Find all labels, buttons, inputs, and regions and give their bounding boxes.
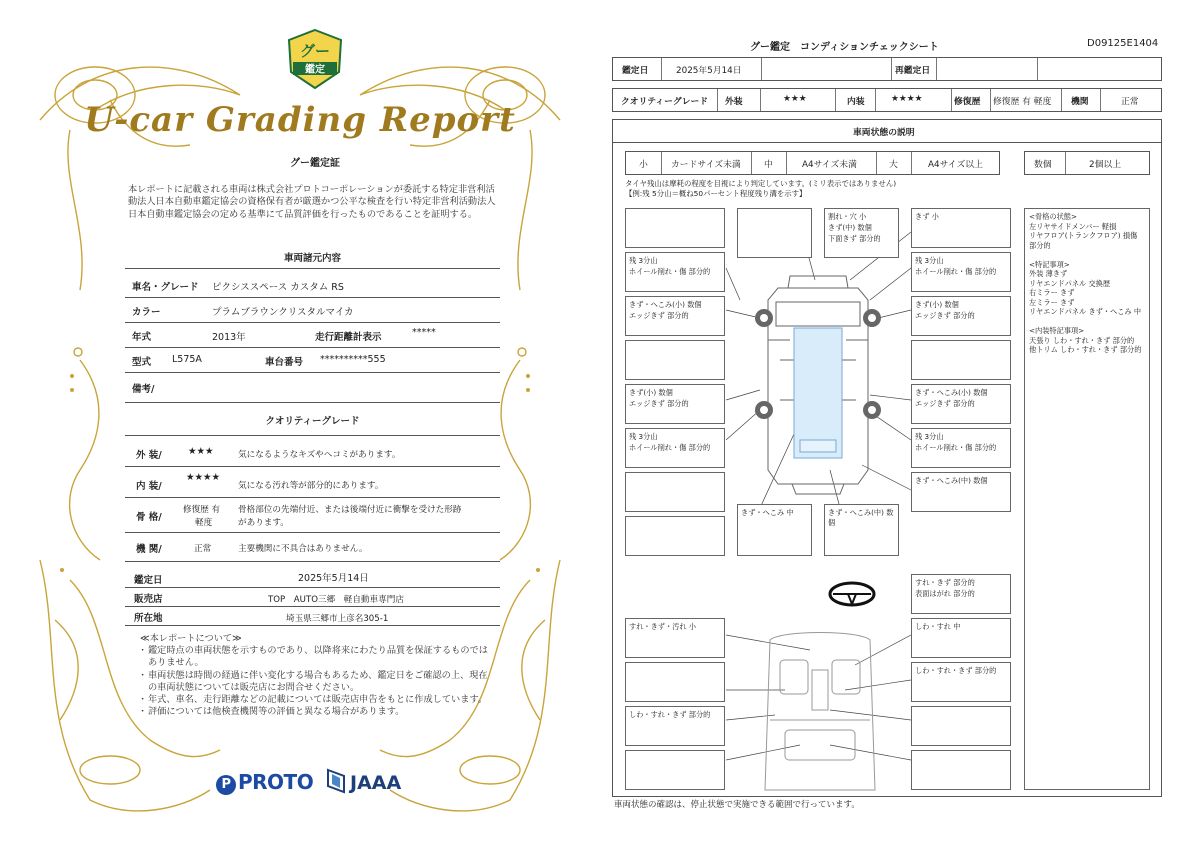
year-label: 年式: [132, 332, 152, 343]
divider: [125, 466, 500, 467]
sheet-footer: 車両状態の確認は、停止状態で実施できる範囲で行っています。: [614, 800, 860, 810]
size-large-desc: A4サイズ以上: [928, 160, 983, 170]
interior-label: 内 装/: [136, 481, 162, 492]
divider: [125, 322, 500, 323]
note-box-right-tire-front: 残 3分山 ホイール削れ・傷 部分的: [911, 252, 1011, 292]
note-box-empty: [625, 340, 725, 380]
note-box-left-front-side: きず・へこみ(小) 数個 エッジきず 部分的: [625, 296, 725, 336]
sheet-repair-label: 修復歴: [954, 97, 981, 107]
note-box-empty: [737, 208, 812, 258]
engine-value: 正常: [194, 544, 212, 554]
sheet-date-value: 2025年5月14日: [676, 66, 742, 76]
note-box-top-center: 割れ・穴 小 きず(中) 数個 下面きず 部分的: [824, 208, 899, 258]
jaaa-mark-icon: [326, 768, 346, 794]
note-box-right-tire-rear: 残 3分山 ホイール削れ・傷 部分的: [911, 428, 1011, 468]
address-value: 埼玉県三郷市上彦名305-1: [286, 614, 389, 624]
appraisal-date-label: 鑑定日: [134, 575, 163, 586]
note-box-empty: [625, 208, 725, 248]
note-box-empty: [911, 750, 1011, 790]
tire-note-2: 【例:残 5分山＝概ね50パーセント程度残り溝を示す】: [625, 189, 807, 198]
list-item: ・ 年式、車名、走行距離などの記載については販売店申告をもとに作成しています。: [138, 694, 488, 706]
vehicle-section-title: 車両諸元内容: [283, 253, 341, 264]
note-box-interior-left-mid: しわ・すれ・きず 部分的: [625, 706, 725, 746]
note-box-interior-left-top: すれ・きず・汚れ 小: [625, 618, 725, 658]
divider: [125, 497, 500, 498]
note-box-empty: [911, 340, 1011, 380]
mileage-value: *****: [412, 327, 436, 338]
sheet-interior-value: ★★★★: [891, 94, 923, 104]
goo-appraisal-logo: [285, 28, 345, 90]
engine-label: 機 関/: [136, 544, 162, 555]
dealer-value: TOP AUTO三郷 軽自動車専門店: [268, 595, 404, 605]
sheet-title: グー鑑定 コンディションチェックシート: [750, 42, 939, 53]
divider: [125, 297, 500, 298]
list-item: ・ 評価については他検査機関等の評価と異なる場合があります。: [138, 706, 405, 718]
exterior-stars: ★★★: [188, 446, 214, 457]
exterior-description: 気になるようなキズやヘコミがあります。: [238, 450, 401, 460]
note-box-rear-center: きず・へこみ(中) 数個: [824, 504, 899, 556]
vehicle-name-label: 車名・グレード: [132, 282, 199, 293]
note-box-right-front-side: きず(小) 数個 エッジきず 部分的: [911, 296, 1011, 336]
divider: [125, 532, 500, 533]
sheet-engine-value: 正常: [1121, 97, 1139, 107]
reappraisal-date-label: 再鑑定日: [895, 66, 931, 76]
tire-note-1: タイヤ残山は摩耗の程度を目視により判定しています。(ミリ表示ではありません): [625, 179, 897, 188]
condition-title: 車両状態の説明: [853, 128, 915, 138]
chassis-value: **********555: [320, 354, 386, 365]
divider: [125, 347, 500, 348]
vehicle-name-value: ピクシススペース カスタム RS: [212, 282, 344, 293]
sheet-interior-label: 内装: [847, 97, 865, 107]
note-box-top-right: きず 小: [911, 208, 1011, 248]
logo-top-text: グー: [299, 42, 331, 60]
size-medium: 中: [764, 160, 773, 170]
note-box-right-bottom: きず・へこみ(中) 数個: [911, 472, 1011, 512]
divider: [125, 625, 500, 626]
divider: [125, 402, 500, 403]
sheet-engine-label: 機関: [1071, 97, 1089, 107]
count-label: 数個: [1034, 160, 1052, 170]
dealer-label: 販売店: [134, 594, 163, 605]
color-label: カラー: [132, 307, 161, 318]
size-small: 小: [639, 160, 648, 170]
interior-description: 気になる汚れ等が部分的にあります。: [238, 481, 384, 491]
frame-description-2: があります。: [238, 518, 289, 528]
note-box-rear-left: きず・へこみ 中: [737, 504, 812, 556]
remarks-label: 備考/: [132, 384, 155, 395]
sheet-exterior-value: ★★★: [783, 94, 807, 104]
jaaa-logo: JAAA: [350, 772, 402, 794]
engine-description: 主要機関に不具合はありません。: [238, 544, 368, 554]
note-box-empty: [625, 516, 725, 556]
divider: [125, 587, 500, 588]
list-item: ・ 鑑定時点の車両状態を示すものであり、以降将来にわたり品質を保証するものではありません。: [138, 645, 488, 669]
sheet-exterior-label: 外装: [725, 97, 743, 107]
size-large: 大: [889, 160, 898, 170]
list-item: ・ 車両状態は時間の経過に伴い変化する場合もあるため、鑑定日をご確認の上、現在の車両状態については販売店にお問合せください。: [138, 669, 488, 693]
model-value: L575A: [172, 354, 202, 365]
chassis-label: 車台番号: [265, 357, 304, 368]
condition-check-sheet: [600, 0, 1200, 848]
frame-value-1: 修復歴 有: [183, 505, 221, 515]
year-value: 2013年: [212, 332, 246, 343]
steering-wheel-icon: [830, 583, 874, 605]
sheet-date-label: 鑑定日: [622, 66, 649, 76]
proto-mark-icon: P: [216, 775, 236, 795]
frame-label: 骨 格/: [136, 512, 162, 523]
script-title: U-car Grading Report: [84, 100, 516, 140]
divider: [125, 268, 500, 269]
quality-section-title: クオリティーグレード: [265, 416, 360, 427]
note-box-empty: [911, 706, 1011, 746]
divider: [125, 435, 500, 436]
note-box-left-tire-front: 残 3分山 ホイール削れ・傷 部分的: [625, 252, 725, 292]
sheet-repair-value: 修復歴 有 軽度: [993, 97, 1052, 107]
model-label: 型式: [132, 357, 152, 368]
note-box-interior-right-mid: しわ・すれ・きず 部分的: [911, 662, 1011, 702]
frame-description-1: 骨格部位の先端付近、または後端付近に衝撃を受けた形跡: [238, 505, 462, 515]
note-box-empty: [625, 750, 725, 790]
divider: [125, 606, 500, 607]
count-value: 2個以上: [1089, 160, 1121, 170]
mileage-label: 走行距離計表示: [315, 332, 382, 343]
certificate-statement: 本レポートに記載される車両は株式会社プロトコーポレーションが委託する特定非営利活動法人日本自動車鑑定協会の資格保有者が厳選かつ公平な検査を行い特定非営利活動法人日本自動車鑑定協会の定める基準にて品質評価を行ったものであることを証明する。: [128, 184, 496, 220]
sheet-id: D09125E1404: [1087, 38, 1159, 49]
divider: [125, 561, 500, 562]
size-small-desc: カードサイズ未満: [671, 160, 741, 170]
logo-bottom-text: 鑑定: [305, 64, 325, 76]
side-notes-panel: <骨格の状態> 左リヤサイドメンバー 軽損 リヤフロア(トランクフロア) 損傷 部分的 <特記事項> 外装 薄きず リヤエンドパネル 交換歴 右ミラー きず 左ミラー きず リヤエンドパネル きず・へこみ 中 <内装特記事項> 天張り しわ・すれ・きず 部分的 他トリム しわ・すれ・きず 部分的: [1024, 208, 1150, 790]
divider: [125, 372, 500, 373]
color-value: プラムブラウンクリスタルマイカ: [212, 307, 354, 318]
note-box-steering: すれ・きず 部分的 表面はがれ 部分的: [911, 574, 1011, 614]
size-medium-desc: A4サイズ未満: [802, 160, 857, 170]
certificate-subtitle: グー鑑定証: [290, 158, 340, 169]
quality-grade-label: クオリティーグレード: [621, 97, 709, 107]
note-box-left-tire-rear: 残 3分山 ホイール削れ・傷 部分的: [625, 428, 725, 468]
frame-value-2: 軽度: [195, 518, 213, 528]
note-box-interior-right-top: しわ・すれ 中: [911, 618, 1011, 658]
note-box-empty: [625, 662, 725, 702]
proto-logo: P PROTO: [216, 770, 313, 795]
note-box-empty: [625, 472, 725, 512]
note-box-left-rear-side: きず(小) 数個 エッジきず 部分的: [625, 384, 725, 424]
notes-heading: ≪本レポートについて≫: [140, 633, 242, 644]
address-label: 所在地: [134, 613, 163, 624]
report-notes: [138, 633, 493, 718]
interior-stars: ★★★★: [186, 472, 221, 483]
note-box-right-rear-side: きず・へこみ(小) 数個 エッジきず 部分的: [911, 384, 1011, 424]
exterior-label: 外 装/: [136, 450, 162, 461]
appraisal-date-value: 2025年5月14日: [298, 573, 369, 584]
